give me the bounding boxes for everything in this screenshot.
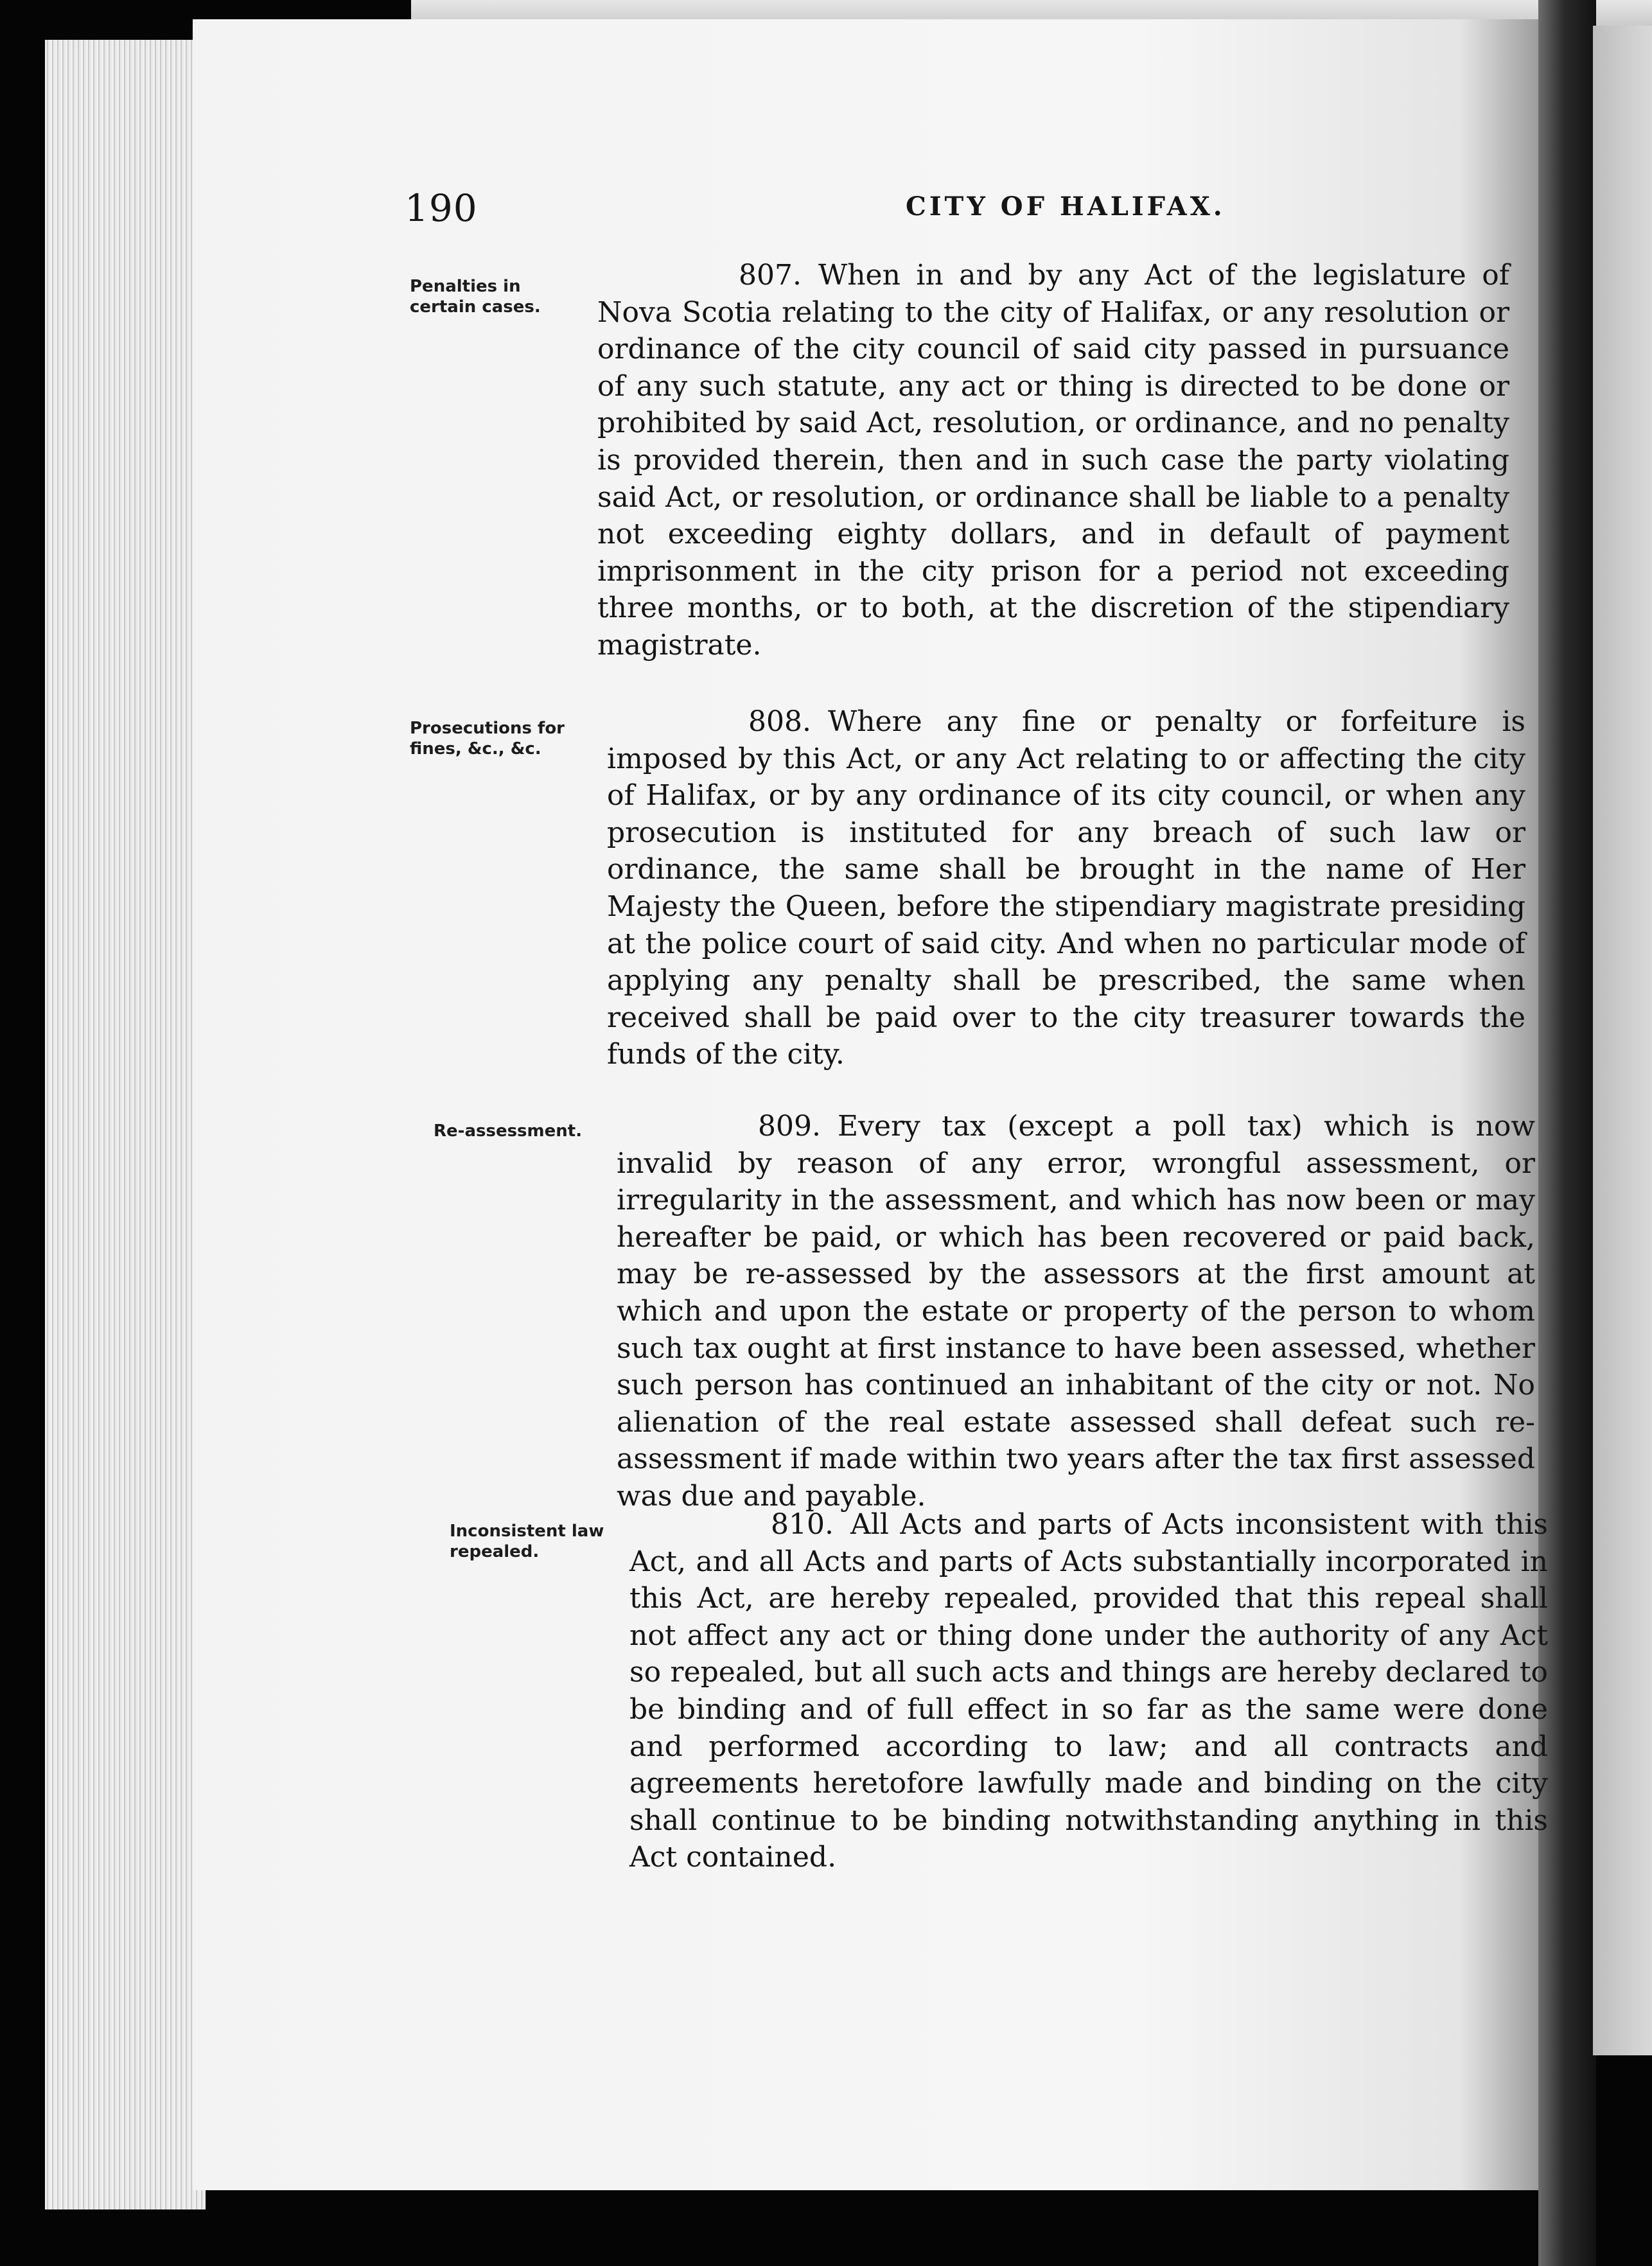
section-text: All Acts and parts of Acts inconsistent with this Act, and all Acts and parts of Acts substantially incorporated in this Act, are hereby repealed, provided that this repeal shall not affect any act or thing done under the authority of any Act so repealed, but all such acts and things are hereby declared to be binding and of full effect in so far as the same were done and performed according to law; and all contracts and agreements heretofore lawfully made and binding on the city shall continue to be binding notwithstanding anything in this Act contained. [629, 1508, 1548, 1874]
page-stack-edges [45, 40, 206, 2209]
section-paragraph [607, 703, 1525, 1073]
binding-gutter [1538, 0, 1596, 2266]
margin-note: Penalties in certain cases. [410, 277, 541, 317]
section-paragraph [597, 257, 1509, 664]
section-number: 810. [771, 1508, 834, 1541]
section-paragraph [629, 1506, 1548, 1876]
page-number: 190 [405, 186, 478, 230]
margin-note: Prosecutions for fines, &c., &c. [410, 719, 565, 759]
section-text: Every tax (except a poll tax) which is now invalid by reason of any error, wrongful assessment, or irregularity in the assessment, and which has now been or may hereafter be paid, or which has been recovered or paid back, may be re-assessed by the assessors at the first amount at which and upon the estate or property of the person to whom such tax ought at first instance to have been assessed, whether such person has continued an inhabitant of the city or not. No alienation of the real estate assessed shall defeat such re-assessment if made within two years after the tax first assessed was due and payable. [617, 1110, 1535, 1513]
section-text: Where any fine or penalty or forfeiture is imposed by this Act, or any Act relating to or affecting the city of Halifax, or by any ordinance of its city council, or when any prosecution is instituted for any breach of such law or ordinance, the same shall be brought in the name of Her Majesty the Queen, before the stipendiary magistrate presiding at the police court of said city. And when no particular mode of applying any penalty shall be prescribed, the same when received shall be paid over to the city treasurer towards the funds of the city. [607, 705, 1525, 1071]
page-header [0, 186, 1652, 244]
section-number: 808. [748, 705, 811, 738]
running-title: CITY OF HALIFAX. [906, 191, 1226, 222]
margin-note: Inconsistent law repealed. [450, 1522, 604, 1561]
section-text: When in and by any Act of the legislature of Nova Scotia relating to the city of Halifax, or any resolution or ordinance of the city council of said city passed in pursuance of any such statute, any act or thing is directed to be done or prohibited by said Act, resolution, or ordinance, and no penalty is provided therein, then and in such case the party violating said Act, or resolution, or ordinance shall be liable to a penalty not exceeding eighty dollars, and in default of payment imprisonment in the city prison for a period not exceeding three months, or to both, at the discretion of the stipendiary magistrate. [597, 259, 1509, 662]
section-paragraph [617, 1108, 1535, 1515]
facing-page-sliver [1593, 26, 1652, 2055]
section-number: 809. [758, 1110, 821, 1143]
margin-note: Re-assessment. [434, 1121, 583, 1141]
section-number: 807. [739, 259, 802, 292]
